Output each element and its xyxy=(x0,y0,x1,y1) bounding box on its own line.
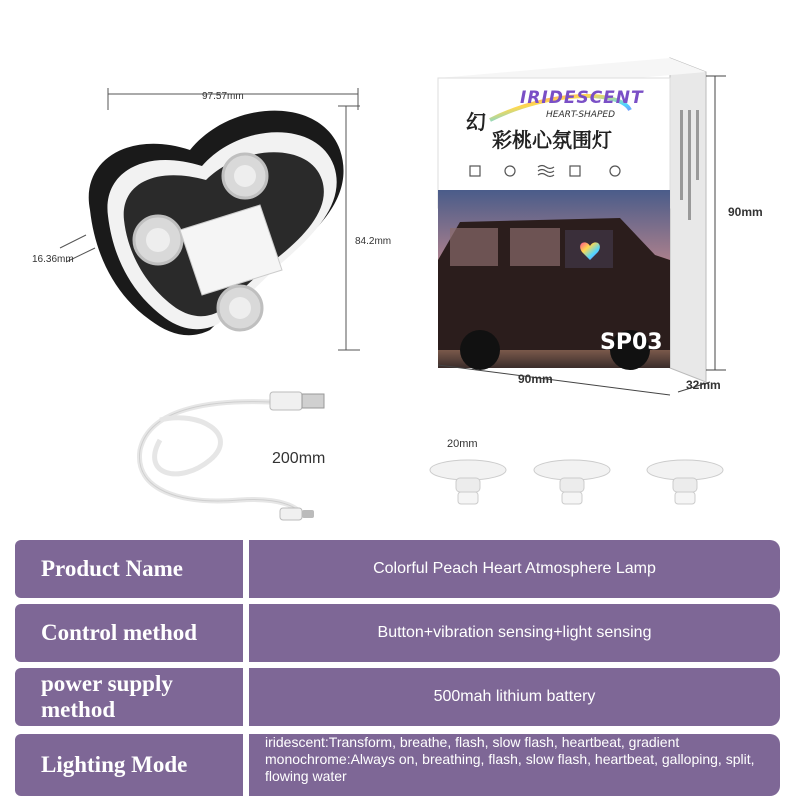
lamp-width-label: 97.57mm xyxy=(202,91,244,102)
spec-label: Product Name xyxy=(15,540,243,598)
spec-row-lighting-mode xyxy=(15,734,780,796)
lighting-mode-monochrome: monochrome:Always on, breathing, flash, slow flash, heartbeat, galloping, split, flowing water xyxy=(265,751,755,785)
spec-value: Button+vibration sensing+light sensing xyxy=(249,604,780,662)
suction-cup-diameter-label: 20mm xyxy=(447,438,478,450)
heart-lamp-icon xyxy=(20,80,400,370)
suction-cup-1 xyxy=(428,458,508,513)
spec-value xyxy=(249,734,780,796)
spec-table xyxy=(15,540,780,792)
spec-label: power supply method xyxy=(15,668,243,726)
cable-length-label: 200mm xyxy=(272,450,326,467)
suction-cup-icon xyxy=(428,458,508,508)
box-chinese-title: 彩桃心氛围灯 xyxy=(492,128,612,152)
spec-row-control-method xyxy=(15,604,780,662)
spec-value: Colorful Peach Heart Atmosphere Lamp xyxy=(249,540,780,598)
box-model-label: SP03 xyxy=(600,330,663,355)
heart-lamp-illustration xyxy=(20,80,400,370)
box-brand-line2: HEART-SHAPED xyxy=(546,110,616,120)
spec-value: 500mah lithium battery xyxy=(249,668,780,726)
box-width-label: 90mm xyxy=(518,372,553,386)
suction-cup-icon xyxy=(532,458,612,508)
spec-label: Lighting Mode xyxy=(15,734,243,796)
suction-cup-icon xyxy=(645,458,725,508)
spec-label: Control method xyxy=(15,604,243,662)
lamp-height-label: 84.2mm xyxy=(355,236,392,247)
box-chinese-prefix: 幻 xyxy=(466,110,486,134)
suction-cup-3 xyxy=(645,458,725,513)
spec-row-product-name xyxy=(15,540,780,598)
lamp-depth-label: 16.36mm xyxy=(32,254,74,265)
box-brand-line1: IRIDESCENT xyxy=(520,88,644,108)
lighting-mode-iridescent: iridescent:Transform, breathe, flash, slow flash, heartbeat, gradient xyxy=(265,734,680,750)
suction-cup-2 xyxy=(532,458,612,513)
box-depth-label: 32mm xyxy=(686,378,721,392)
box-dimension-lines xyxy=(430,60,760,410)
spec-row-power-supply xyxy=(15,668,780,726)
box-height-label: 90mm xyxy=(728,205,763,219)
